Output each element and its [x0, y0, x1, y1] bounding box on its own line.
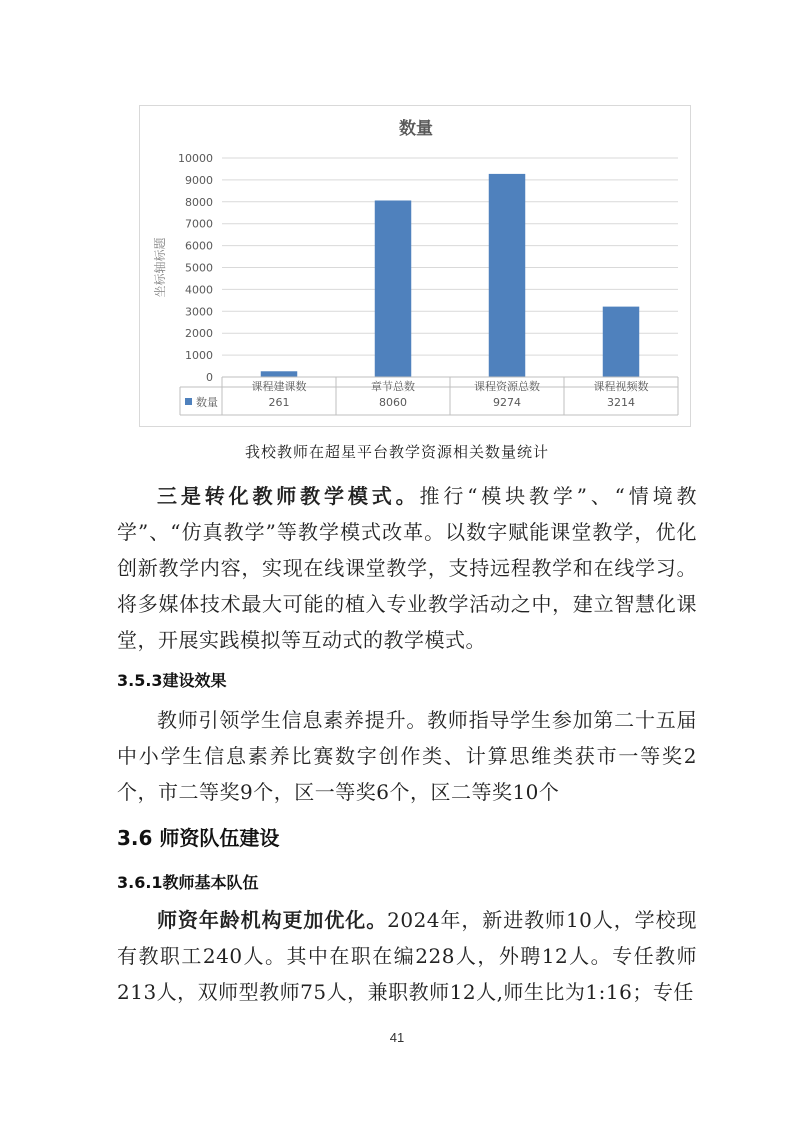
- data-table-value: 8060: [379, 396, 407, 409]
- chart-title: 数量: [399, 119, 433, 139]
- paragraph-lead: 师资年龄机构更加优化。: [157, 908, 388, 932]
- y-tick-label: 7000: [185, 217, 213, 231]
- legend-label: 数量: [196, 396, 218, 409]
- paragraph-teaching-mode: [117, 478, 697, 658]
- page-number: 41: [389, 1030, 405, 1045]
- x-category-label: 课程建课数: [251, 380, 307, 393]
- y-tick-label: 4000: [185, 283, 213, 297]
- y-tick-label: 9000: [185, 173, 213, 187]
- y-tick-label: 1000: [185, 349, 213, 363]
- paragraph-lead: 三是转化教师教学模式。: [157, 484, 420, 508]
- data-table-value: 3214: [607, 396, 635, 409]
- y-tick-label: 0: [206, 371, 213, 384]
- chart-caption: 我校教师在超星平台教学资源相关数量统计: [244, 443, 549, 461]
- bar: [603, 307, 639, 377]
- y-tick-label: 2000: [185, 327, 213, 341]
- bar: [261, 371, 297, 377]
- paragraph-effect: 教师引领学生信息素养提升。教师指导学生参加第二十五届中小学生信息素养比赛数字创作类、计算思维类获市一等奖2个，市二等奖9个，区一等奖6个，区二等奖10个: [117, 708, 697, 804]
- section-heading-3-6-1: 3.6.1教师基本队伍: [117, 873, 259, 892]
- data-table-value: 261: [268, 396, 290, 409]
- y-tick-label: 6000: [185, 239, 213, 253]
- y-tick-label: 10000: [178, 152, 213, 165]
- data-table-value: 9274: [493, 396, 521, 409]
- legend-swatch: [185, 398, 192, 405]
- paragraph-body: 2024年，新进教师10人，学校现有教职工240人。其中在职在编228人，外聘12人。专任教师213人，双师型教师75人，兼职教师12人,师生比为1:16；专任: [117, 908, 698, 1004]
- bar: [375, 200, 411, 377]
- section-heading-3-5-3: 3.5.3建设效果: [117, 671, 227, 690]
- section-heading-3-6: 3.6 师资队伍建设: [117, 826, 280, 850]
- y-axis-label: 坐标轴标题: [153, 237, 167, 298]
- bar: [489, 174, 525, 377]
- paragraph-body: 推行“模块教学”、“情境教学”、“仿真教学”等教学模式改革。以数字赋能课堂教学，优化创新教学内容，实现在线课堂教学，支持远程教学和在线学习。将多媒体技术最大可能的植入专业教学活动之中，建立智慧化课堂，开展实践模拟等互动式的教学模式。: [117, 484, 697, 652]
- x-category-label: 章节总数: [371, 380, 415, 393]
- y-tick-label: 5000: [185, 261, 213, 275]
- y-tick-label: 3000: [185, 305, 213, 319]
- chart-container: [139, 105, 691, 427]
- x-category-label: 课程视频数: [593, 380, 649, 393]
- bar-chart: [140, 106, 692, 428]
- paragraph-staff: [117, 902, 697, 1010]
- y-tick-label: 8000: [185, 195, 213, 209]
- x-category-label: 课程资源总数: [474, 380, 540, 393]
